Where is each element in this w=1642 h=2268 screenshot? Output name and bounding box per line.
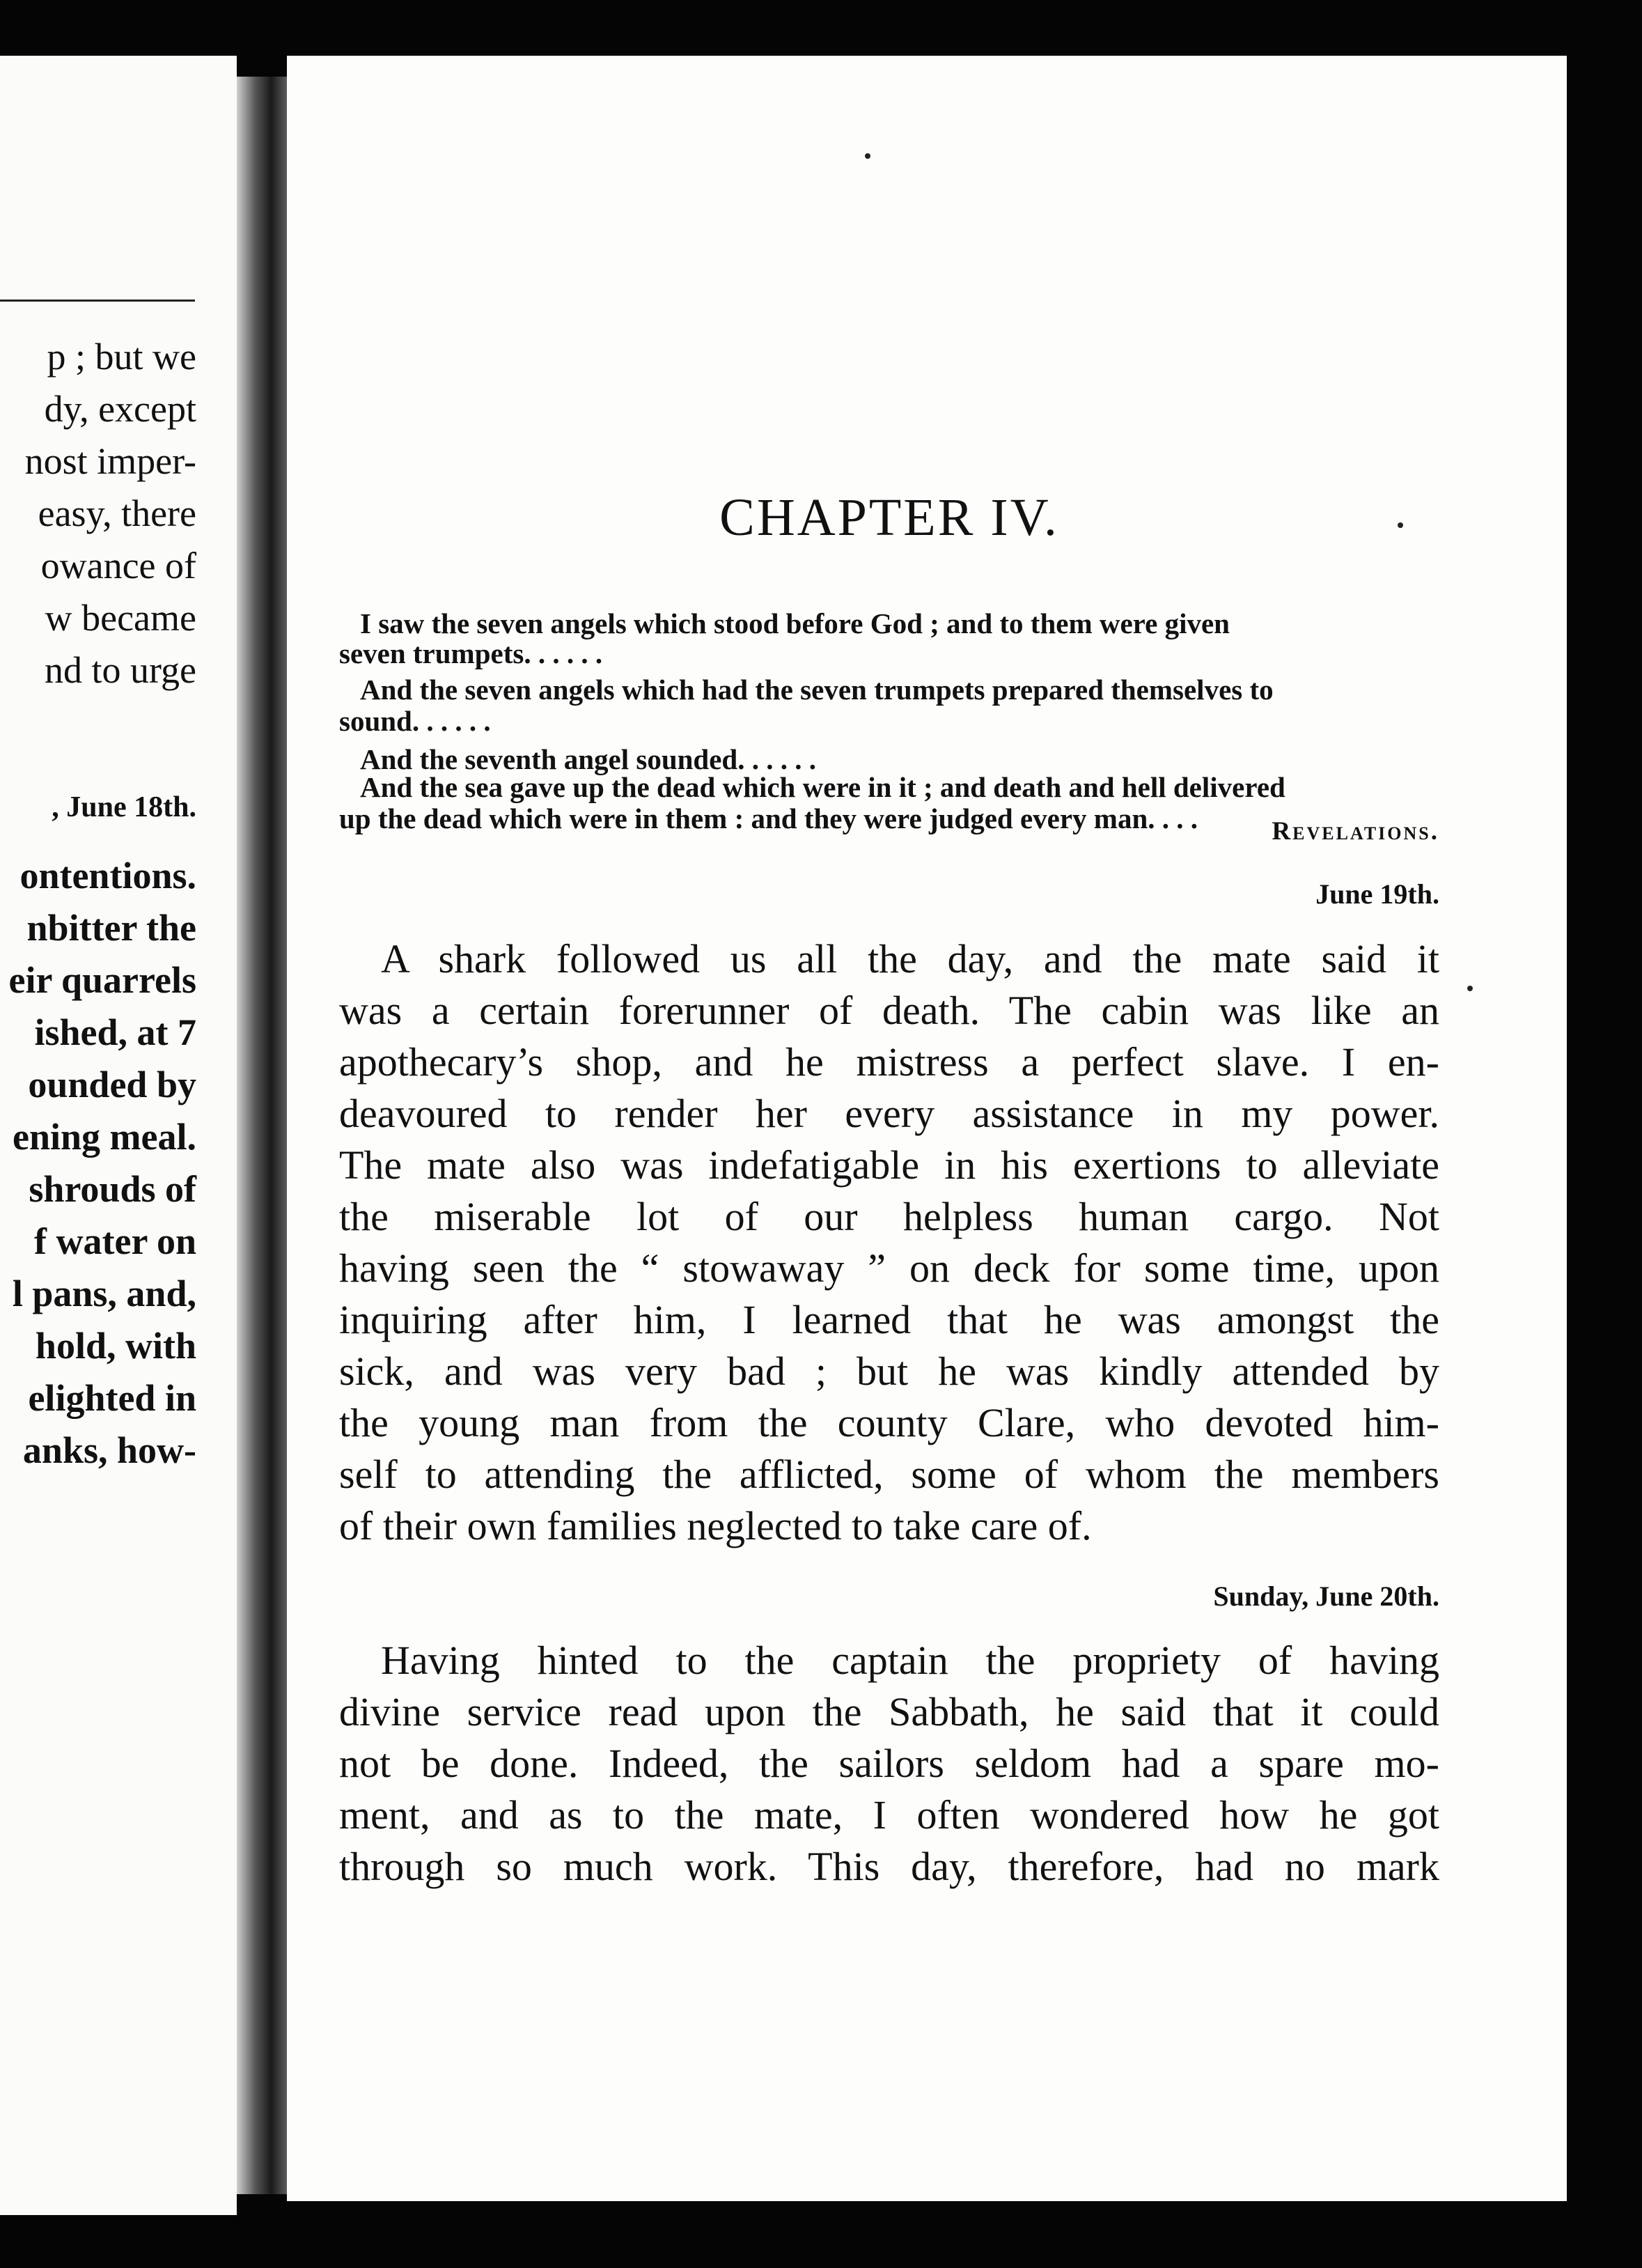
- left-line: p ; but we: [47, 336, 196, 378]
- left-line: elighted in: [28, 1377, 196, 1419]
- left-line: f water on: [34, 1220, 196, 1262]
- paragraph-line: deavoured to render her every assistance in my power.: [339, 1091, 1439, 1136]
- left-line: easy, there: [38, 492, 196, 534]
- left-line: ished, at 7: [34, 1011, 196, 1053]
- left-line: nbitter the: [26, 907, 196, 949]
- left-line: owance of: [40, 545, 196, 587]
- paragraph-line: of their own families neglected to take care of.: [339, 1503, 1092, 1548]
- left-line: dy, except: [44, 388, 196, 430]
- left-line: eir quarrels: [8, 959, 196, 1001]
- left-line: nd to urge: [45, 649, 196, 691]
- epigraph-line: And the sea gave up the dead which were in it ; and death and hell delivered: [360, 771, 1285, 803]
- epigraph-line: I saw the seven angels which stood before God ; and to them were given: [360, 607, 1230, 639]
- paragraph-line: A shark followed us all the day, and the mate said it: [381, 936, 1439, 981]
- page-speck: [1467, 986, 1473, 991]
- left-line: ontentions.: [19, 855, 196, 896]
- paragraph-line: sick, and was very bad ; but he was kindly attended by: [339, 1349, 1439, 1394]
- epigraph-line: up the dead which were in them : and they were judged every man. . . .: [339, 802, 1198, 834]
- left-line: shrouds of: [29, 1168, 196, 1210]
- left-line: w became: [45, 597, 196, 639]
- epigraph-line: seven trumpets. . . . . .: [339, 637, 603, 669]
- page-speck: [865, 153, 870, 159]
- left-line: ounded by: [28, 1064, 196, 1105]
- left-line: ening meal.: [13, 1116, 196, 1158]
- paragraph-line: the young man from the county Clare, who devoted him-: [339, 1400, 1439, 1445]
- epigraph-line: And the seventh angel sounded. . . . . .: [360, 743, 816, 775]
- paragraph-line: Having hinted to the captain the propriety of having: [381, 1638, 1439, 1683]
- paragraph-line: through so much work. This day, therefore, had no mark: [339, 1844, 1439, 1889]
- paragraph-line: apothecary’s shop, and he mistress a perfect slave. I en-: [339, 1039, 1439, 1085]
- right-page: [287, 56, 1567, 2201]
- left-line: hold, with: [35, 1325, 196, 1367]
- paragraph-line: having seen the “ stowaway ” on deck for some time, upon: [339, 1245, 1439, 1291]
- paragraph-line: divine service read upon the Sabbath, he said that it could: [339, 1689, 1439, 1734]
- paragraph-line: the miserable lot of our helpless human cargo. Not: [339, 1194, 1439, 1239]
- entry-date: Sunday, June 20th.: [1213, 1580, 1439, 1612]
- chapter-title: CHAPTER IV.: [719, 488, 1059, 547]
- paragraph-line: ment, and as to the mate, I often wondered how he got: [339, 1792, 1439, 1838]
- epigraph-line: sound. . . . . .: [339, 705, 491, 737]
- paragraph-line: inquiring after him, I learned that he was amongst the: [339, 1297, 1439, 1342]
- epigraph-source: Revelations.: [1272, 817, 1439, 846]
- left-line: nost imper-: [24, 440, 196, 482]
- paragraph-line: not be done. Indeed, the sailors seldom had a spare mo-: [339, 1741, 1439, 1786]
- left-date: , June 18th.: [52, 791, 196, 823]
- left-line: anks, how-: [22, 1429, 196, 1471]
- paragraph-line: was a certain forerunner of death. The cabin was like an: [339, 988, 1439, 1033]
- header-rule: [0, 300, 195, 302]
- left-page-fragment: [0, 56, 237, 2215]
- entry-date: June 19th.: [1315, 878, 1439, 910]
- epigraph-line: And the seven angels which had the seven trumpets prepared themselves to: [360, 674, 1274, 706]
- paragraph-line: The mate also was indefatigable in his exertions to alleviate: [339, 1142, 1439, 1188]
- paragraph-line: self to attending the afflicted, some of whom the members: [339, 1452, 1439, 1497]
- left-line: l pans, and,: [12, 1273, 196, 1314]
